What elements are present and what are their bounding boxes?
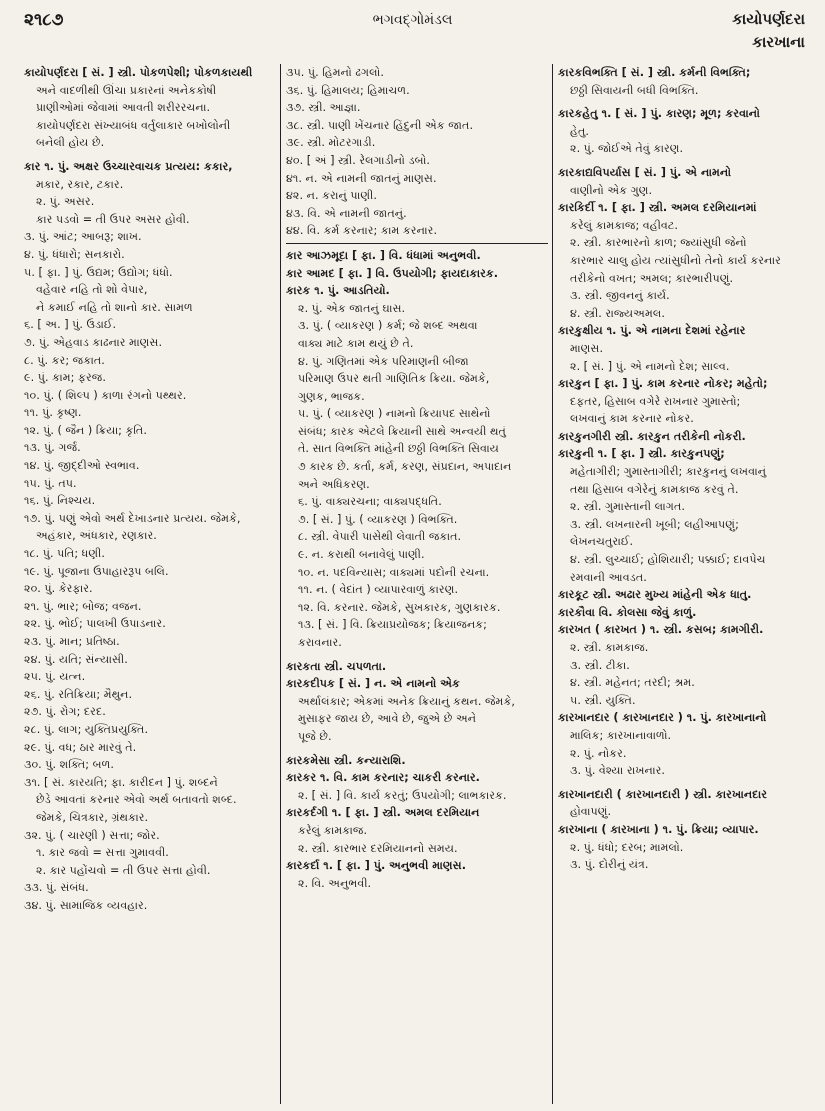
entry-text-line: ને કમાઈ નહિ તો શાનો કાર. સામળ [36, 300, 193, 314]
entry-text-line: કરેલું કામકાજ; વહીવટ. [570, 218, 678, 232]
entry-text-line: કરેલું કામકાજ. [298, 823, 368, 837]
entry-text-line: મહેતાગીરી; ગુમાસ્તાગીરી; કારકુનનું લખવાનું [570, 465, 767, 479]
entry-text-line: ૨. સ્ત્રી. કારભારનો કાળ; જ્યાંસુધી જેનો [570, 236, 747, 250]
column-divider [280, 64, 281, 1104]
entry-text-line: ૨. સ્ત્રી. ગુમાસ્તાની લાગત. [570, 500, 685, 514]
entry-headword-line: કાર આઝમૂદા [ ફા. ] વિ. ધંધામાં અનુભવી. [286, 248, 481, 262]
entry-text-line: પ્રાણીઓમાં જેવામાં આવતી શરીરરચના. [36, 101, 211, 115]
entry-text-line: તે. સાત વિભક્તિ માંહેની છઠ્ઠી વિભક્તિ સિવાય [298, 442, 499, 456]
entry-text-line: ૩૬. પું. હિમાલય; હિમાચળ. [286, 83, 410, 97]
entry-headword-line: કારકમેસા સ્ત્રી. કન્યારાશિ. [286, 753, 406, 767]
entry-text-line: કરાવનાર. [298, 636, 342, 649]
entry-text-line: ૧૩. પું. ગર્જ. [24, 441, 81, 455]
entry-text-line: ૩. સ્ત્રી. જીવનનું કાર્ય. [570, 289, 670, 303]
entry-text-line: ૬. [ અ. ] પું. ઉડાઈ. [24, 318, 117, 332]
entry-text-line: લેખનચતુરાઈ. [570, 535, 634, 549]
entry-headword-line: કારકવિભક્તિ [ સં. ] સ્ત્રી. કર્મની વિભક્તિ; [558, 66, 751, 79]
entry-text-line: કાર પડવો = તી ઉપર અસર હોવી. [36, 212, 190, 226]
entry-text-line: ૧૦. ન. પદવિન્યાસ; વાક્યમાં પદોની રચના. [298, 565, 490, 579]
entry-headword-line: કારકાદ્યવિપર્યાસ [ સં. ] પું. એ નામનો [558, 165, 732, 179]
entry-text-line: ૮. સ્ત્રી. વેપારી પાસેથી લેવાતી જકાત. [298, 530, 462, 544]
entry-text-line: ૪૩. વિ. એ નામની જાતનું. [286, 206, 407, 220]
entry-text-line: રમવાની આવડત. [570, 570, 647, 584]
entry-headword-line: કારકૌવા વિ. કોલસા જેવું કાળું. [558, 605, 697, 619]
entry-headword-line: કાયોપર્ણદરા [ સં. ] સ્ત્રી. પોકળપેશી; પોકળકાયથી [24, 66, 253, 79]
entry-text-line: ૨૫. પું. યત્ન. [24, 670, 86, 684]
entry-text-line: તથા હિસાબ વગેરેનું કામકાજ કરવું તે. [570, 482, 739, 496]
entry-text-line: ૨. સ્ત્રી. કામકાજ. [570, 641, 649, 654]
entry-text-line: મકાર, રકાર, ટકાર. [36, 177, 124, 191]
entry-text-line: ૨. પું. નોકર. [570, 746, 627, 760]
entry-text-line: ૪. પું. ધંધારો; સનકારો. [24, 247, 125, 261]
entry-text-line: ૫. [ ફા. ] પું. ઉદ્યમ; ઉદ્યોગ; ધંધો. [24, 265, 173, 279]
entry-text-line: ૧. કાર જવો = સત્તા ગુમાવવી. [36, 846, 169, 860]
entry-text-line: ૪. સ્ત્રી. મહેનત; તરદી; શ્રમ. [570, 676, 695, 690]
entry-text-line: ૩. સ્ત્રી. લખનારની ખૂબી; લહીઆપણું; [570, 517, 739, 531]
entry-text-line: ૧૯. પું. પૂજાના ઉપાહારરૂપ બલિ. [24, 564, 169, 578]
entry-headword-line: કારકુન [ ફા. ] પું. કામ કરનાર નોકર; મહેતો; [558, 377, 768, 391]
entry-headword-line: કારકદીપક [ સં. ] ન. એ નામનો એક [286, 677, 460, 691]
entry-text-line: ૩૪. પું. સામાજિક વ્યવહાર. [24, 898, 148, 912]
entry-text-line: ૧૭. પું. પણું એવો અર્થ દેખાડનાર પ્રત્યય. જેમકે, [24, 511, 241, 525]
entry-text-line: ૨. પું. જોઈએ તેવું કારણ. [570, 142, 684, 156]
entry-text-line: ૪. પું. ગણિતમાં એક પરિમાણની બીજા [298, 354, 469, 368]
entry-text-line: ૩૨. પું. ( ચારણી ) સત્તા; જોર. [24, 828, 160, 842]
entry-headword-line: કારકુક્ષીય ૧. પું. એ નામના દેશમાં રહેનાર [558, 324, 746, 338]
dictionary-body [24, 64, 809, 1104]
entry-text-line: ૪. સ્ત્રી. રાજ્યઅમલ. [570, 306, 665, 320]
entry-text-line: લખવાનું કામ કરનાર નોકર. [570, 412, 694, 426]
entry-text-line: છેડે આવતાં કરનાર એવો અર્થ બતાવતો શબ્દ. [36, 793, 237, 807]
entry-text-line: ૧૧. ન. ( વેદાંત ) વ્યાપારવાળું કારણ. [298, 583, 459, 597]
entry-text-line: અર્થાલંકાર; એકમાં અનેક ક્રિયાનું કથન. જેમકે, [298, 694, 515, 708]
entry-text-line: ૩૯. સ્ત્રી. મોટરગાડી. [286, 136, 376, 150]
entry-headword-line: કારકૂટ સ્ત્રી. અઢાર મુખ્ય માંહેની એક ધાતુ. [558, 588, 752, 602]
entry-text-line: ૩. પું. વેશ્યા રાખનાર. [570, 764, 665, 778]
entry-text-line: ૧૨. વિ. કરનાર. જેમકે, સુખકારક, ગુણકારક. [298, 600, 501, 614]
entry-text-line: ૩૦. પું. શક્તિ; બળ. [24, 758, 114, 772]
entry-text-line: ૧૨. પું. ( જૈન ) ક્રિયા; કૃતિ. [24, 423, 147, 437]
entry-text-line: ૨૩. પું. માન; પ્રતિષ્ઠા. [24, 635, 120, 648]
entry-headword-line: કારખાનદાર ( કારખાનદાર ) ૧. પું. કારખાનાનો [558, 711, 767, 725]
entry-text-line: વાણીનો એક ગુણ. [570, 183, 653, 197]
entry-text-line: અહંકાર, અંધકાર, રણકાર. [36, 529, 157, 543]
column-3 [558, 64, 809, 1104]
entry-text-line: ૧૧. પું. કૃષ્ણ. [24, 406, 82, 420]
entry-text-line: ૭. [ સં. ] પું. ( વ્યાકરણ ) વિભક્તિ. [298, 512, 458, 526]
entry-text-line: ૯. પું. કામ; ફરજ. [24, 371, 106, 385]
entry-text-line: ૧૦. પું. ( શિલ્પ ) કાળા રંગનો પથ્થર. [24, 388, 187, 402]
entry-headword-line: કારક ૧. પું. આડતિયો. [286, 284, 390, 298]
entry-headword-line: કારકર ૧. વિ. કામ કરનાર; ચાકરી કરનાર. [286, 771, 480, 785]
entry-text-line: ૨. પું. અસર. [36, 195, 95, 209]
page-title: ભગવદ્ગોમંડલ [372, 12, 453, 28]
entry-headword-line: કારકર્દગી ૧. [ ફા. ] સ્ત્રી. અમલ દરમિયાન [286, 806, 480, 820]
entry-text-line: ૫. પું. ( વ્યાકરણ ) નામનો ક્રિયાપદ સાથેનો [298, 407, 491, 421]
entry-text-line: ૩૧. [ સં. કારયતિ; ફા. કારીદન ] પું. શબ્દને [24, 775, 218, 789]
entry-text-line: ૩૫. પું. હિમનો ઢગલો. [286, 66, 384, 79]
entry-text-line: ૨. કાર પહોંચવો = તી ઉપર સત્તા હોવી. [36, 863, 211, 877]
entry-text-line: ૭ કારક છે. કર્તા, કર્મ, કરણ, સંપ્રદાન, અપાદાન [298, 460, 512, 474]
page-number: ૨૧૮૭ [24, 10, 64, 30]
entry-headword-line: કારકિર્દી ૧. [ ફા. ] સ્ત્રી. અમલ દરમિયાનમાં [558, 201, 757, 215]
entry-headword-line: કારખત ( કારખત ) ૧. સ્ત્રી. કસબ; કામગીરી. [558, 623, 764, 637]
entry-headword-line: કારકહેતુ ૧. [ સં. ] પું. કારણ; મૂળ; કરવાનો [558, 107, 760, 121]
entry-text-line: હોવાપણું. [570, 805, 612, 819]
entry-text-line: અને વાદળીથી ઊંચા પ્રકારનાં અનેકકોષી [36, 83, 217, 97]
entry-text-line: મુસાફર જાય છે, આવે છે, જુએ છે અને [298, 712, 477, 726]
entry-text-line: ૩૭. સ્ત્રી. આજ્ઞા. [286, 101, 361, 115]
entry-text-line: જેમકે, ચિત્રકાર, ગ્રંથકાર. [36, 810, 149, 824]
entry-text-line: ૧૩. [ સં. ] વિ. ક્રિયાપ્રયોજક; ક્રિયાજનક; [298, 618, 487, 632]
column-2 [286, 64, 548, 1104]
guide-word-last: કારખાના [752, 33, 805, 51]
entry-text-line: ૩. પું. દોરીનું યંત્ર. [570, 858, 649, 872]
entry-text-line: ૨૭. પું. રોગ; દરદ. [24, 705, 106, 719]
entry-text-line: ૧૪. પું. જીદ્દીઓ સ્વભાવ. [24, 459, 140, 473]
entry-text-line: ૩. પું. આંટ; આબરૂ; શાખ. [24, 230, 142, 244]
entry-text-line: પરિમાણ ઉપર થતી ગાણિતિક ક્રિયા. જેમકે, [298, 372, 490, 386]
entry-text-line: ૨૧. પું. ભાર; બોજ; વજન. [24, 599, 142, 613]
entry-text-line: છઠ્ઠી સિવાયની બધી વિભક્તિ. [570, 83, 699, 97]
entry-text-line: સંબંધ; કારક એટલે ક્રિયાની સાથે અન્વયી થતું [298, 424, 506, 438]
entry-headword-line: કાર આમદ [ ફા. ] વિ. ઉપયોગી; ફાયદાકારક. [286, 266, 498, 280]
entry-text-line: ૨. પું. ધંધો; દરબ; મામલો. [570, 840, 684, 854]
entry-headword-line: કારખાના ( કારખાના ) ૧. પું. ક્રિયા; વ્યાપાર. [558, 822, 759, 836]
entry-text-line: ૬. પું. વાક્યરચના; વાક્યપદ્ધતિ. [298, 495, 442, 509]
entry-headword-line: કારકર્દા ૧. [ ફા. ] પું. અનુભવી માણસ. [286, 859, 466, 873]
entry-text-line: દફતર, હિસાબ વગેરે રાખનાર ગુમાસ્તો; [570, 394, 741, 408]
entry-text-line: ૨૮. પું. લાગ; યુક્તિપ્રયુક્તિ. [24, 722, 149, 736]
page-header [0, 0, 825, 62]
entry-text-line: ૮. પું. કર; જકાત. [24, 353, 105, 367]
entry-text-line: ૪. સ્ત્રી. લુચ્ચાઈ; હોશિયારી; પક્કાઈ; દાવપેચ [570, 553, 766, 567]
entry-headword-line: કારકુની ૧. [ ફા. ] સ્ત્રી. કારકુનપણું; [558, 447, 725, 461]
column-divider [552, 64, 553, 1104]
entry-text-line: ૨૬. પું. રતિક્રિયા; મૈથુન. [24, 687, 133, 701]
entry-text-line: કારભાર ચાલુ હોય ત્યાંસુધીનો તેનો કાર્ય કરનાર [570, 253, 781, 267]
entry-text-line: માણસ. [570, 341, 604, 355]
entry-text-line: ૧૮. પું. પતિ; ધણી. [24, 547, 105, 561]
entry-headword-line: કારકુનગીરી સ્ત્રી. કારકુન તરીકેની નોકરી. [558, 429, 746, 443]
entry-text-line: વહેવાર નહિ તો શો વેપાર, [36, 283, 148, 297]
guide-word-first: કાયોપર્ણદરા [732, 10, 805, 28]
entry-text-line: ૨૦. પું. કેરફાર. [24, 582, 93, 596]
entry-text-line: ૧૫. પું. તપ. [24, 476, 77, 490]
entry-text-line: ૨. [ સં. ] પું. એ નામનો દેશ; સાલ્વ. [570, 359, 730, 373]
entry-text-line: ૨૪. પું. યતિ; સંન્યાસી. [24, 652, 128, 666]
entry-text-line: પૂજે છે. [298, 729, 332, 743]
entry-text-line: ગુણક, ભાજક. [298, 389, 365, 403]
entry-text-line: વાક્ય માટે કામ થયું છે તે. [298, 336, 414, 350]
entry-text-line: ૪૦. [ અં ] સ્ત્રી. રેલગાડીનો ડબો. [286, 153, 430, 167]
entry-headword-line: કારખાનદારી ( કારખાનદારી ) સ્ત્રી. કારખાનદાર [558, 787, 767, 801]
entry-text-line: હેતુ. [570, 124, 589, 138]
entry-text-line: ૨૨. પું. ભોઈ; પાલખી ઉપાડનાર. [24, 617, 166, 631]
entry-headword-line: કારકતા સ્ત્રી. ચપળતા. [286, 659, 387, 673]
entry-text-line: ૨. [ સં. ] વિ. કાર્ય કરતું; ઉપયોગી; લાભકારક. [298, 788, 507, 802]
entry-text-line: ૨. પું. એક જાતનું ઘાસ. [298, 301, 406, 315]
entry-text-line: ૨. સ્ત્રી. કારભાર દરમિયાનનો સમય. [298, 841, 458, 855]
entry-headword-line: કાર ૧. પું. અક્ષર ઉચ્ચારવાચક પ્રત્યય: કકાર, [24, 159, 233, 173]
entry-text-line: ૩૮. સ્ત્રી. પાણી ખેંચનાર હિંદુની એક જાત. [286, 118, 474, 132]
entry-text-line: ૧૬. પું. નિશ્ચય. [24, 494, 96, 508]
entry-text-line: ૨. વિ. અનુભવી. [298, 876, 372, 890]
entry-text-line: કાયોપર્ણદરા સંખ્યાબંધ વર્તુલાકાર બખોલોની [36, 118, 231, 132]
section-rule [286, 243, 548, 244]
entry-text-line: તરીકેનો વખત; અમલ; કારભારીપણું. [570, 271, 734, 285]
column-1 [24, 64, 276, 1104]
entry-text-line: ૩. સ્ત્રી. ટીકા. [570, 658, 630, 672]
entry-text-line: ૪૪. વિ. કર્મ કરનાર; કામ કરનાર. [286, 224, 438, 238]
entry-text-line: ૭. પું. એહવાડ કાઢનાર માણસ. [24, 335, 163, 349]
entry-text-line: ૫. સ્ત્રી. યુક્તિ. [570, 693, 636, 707]
entry-text-line: અને અધિકરણ. [298, 477, 370, 491]
entry-text-line: ૯. ન. કરાથી બનાવેલું પાણી. [298, 548, 425, 562]
entry-text-line: ૨૯. પું. વધ; ઠાર મારવું તે. [24, 740, 137, 754]
entry-text-line: બનેલી હોય છે. [36, 136, 105, 150]
entry-text-line: ૩૩. પું. સંબંધ. [24, 881, 89, 895]
entry-text-line: ૩. પું. ( વ્યાકરણ ) કર્મ; જે શબ્દ અથવા [298, 319, 478, 333]
entry-text-line: માલિક; કારખાનાવાળો. [570, 728, 672, 742]
entry-text-line: ૪૧. ન. એ નામની જાતનું માણસ. [286, 171, 437, 185]
entry-text-line: ૪૨. ન. કરાનું પાણી. [286, 189, 377, 203]
